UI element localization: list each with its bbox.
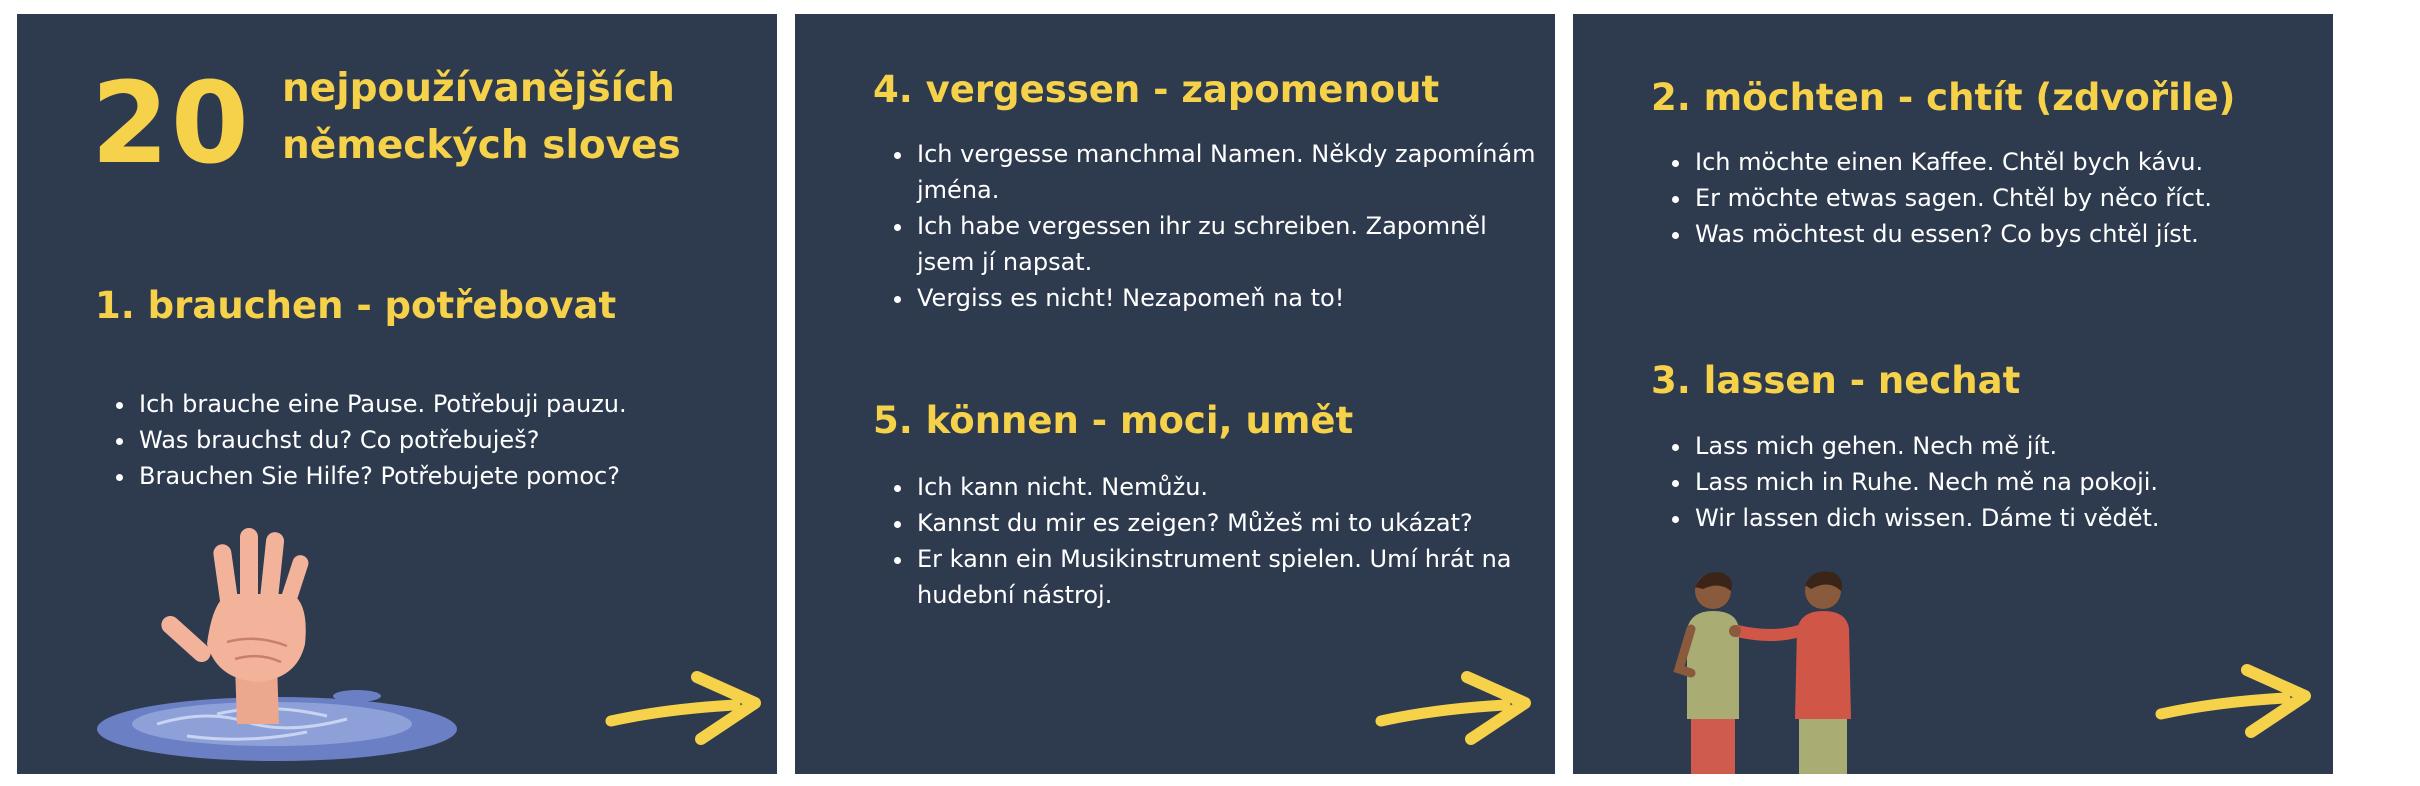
example-item: • Ich vergesse manchmal Namen. Někdy zapomínám jména.	[915, 136, 1545, 208]
verb-heading: 4. vergessen - zapomenout	[873, 68, 1440, 111]
example-list	[873, 469, 1545, 613]
example-item: • Er kann ein Musikinstrument spielen. Umí hrát na hudební nástroj.	[915, 541, 1545, 613]
verb-heading: 1. brauchen - potřebovat	[95, 284, 617, 327]
example-item: • Lass mich gehen. Nech mě jít.	[1693, 428, 2333, 464]
title-text	[282, 60, 681, 174]
verb-heading: 2. möchten - chtít (zdvořile)	[1651, 76, 2236, 119]
right-arrow-icon[interactable]	[1375, 669, 1535, 749]
example-list	[95, 386, 777, 494]
example-list	[1651, 144, 2333, 252]
example-item: • Brauchen Sie Hilfe? Potřebujete pomoc?	[137, 458, 777, 494]
verb-heading: 3. lassen - nechat	[1651, 359, 2021, 402]
example-list	[1651, 428, 2333, 536]
example-item: • Ich kann nicht. Nemůžu.	[915, 469, 1545, 505]
right-arrow-icon[interactable]	[2155, 662, 2315, 742]
drowning-hand-illustration	[97, 524, 477, 764]
example-item: • Kannst du mir es zeigen? Můžeš mi to ukázat?	[915, 505, 1545, 541]
title-number: 20	[91, 59, 251, 189]
verb-heading: 5. können - moci, umět	[873, 399, 1354, 442]
title-line-2: německých sloves	[282, 123, 681, 168]
example-item: • Ich möchte einen Kaffee. Chtěl bych kávu.	[1693, 144, 2333, 180]
slide-3	[1573, 14, 2333, 774]
comforting-friends-illustration	[1673, 569, 1893, 774]
slide-2	[795, 14, 1555, 774]
example-item: • Ich habe vergessen ihr zu schreiben. Zapomněl jsem jí napsat.	[915, 208, 1545, 280]
example-item: • Was möchtest du essen? Co bys chtěl jíst.	[1693, 216, 2333, 252]
example-item: • Ich brauche eine Pause. Potřebuji pauzu.	[137, 386, 777, 422]
example-item: • Vergiss es nicht! Nezapomeň na to!	[915, 280, 1545, 316]
right-arrow-icon[interactable]	[605, 669, 765, 749]
example-item: • Was brauchst du? Co potřebuješ?	[137, 422, 777, 458]
title-line-1: nejpoužívanějších	[282, 66, 675, 111]
example-item: • Er möchte etwas sagen. Chtěl by něco říct.	[1693, 180, 2333, 216]
example-item: • Wir lassen dich wissen. Dáme ti vědět.	[1693, 500, 2333, 536]
example-item: • Lass mich in Ruhe. Nech mě na pokoji.	[1693, 464, 2333, 500]
example-list	[873, 136, 1545, 316]
slide-1	[17, 14, 777, 774]
